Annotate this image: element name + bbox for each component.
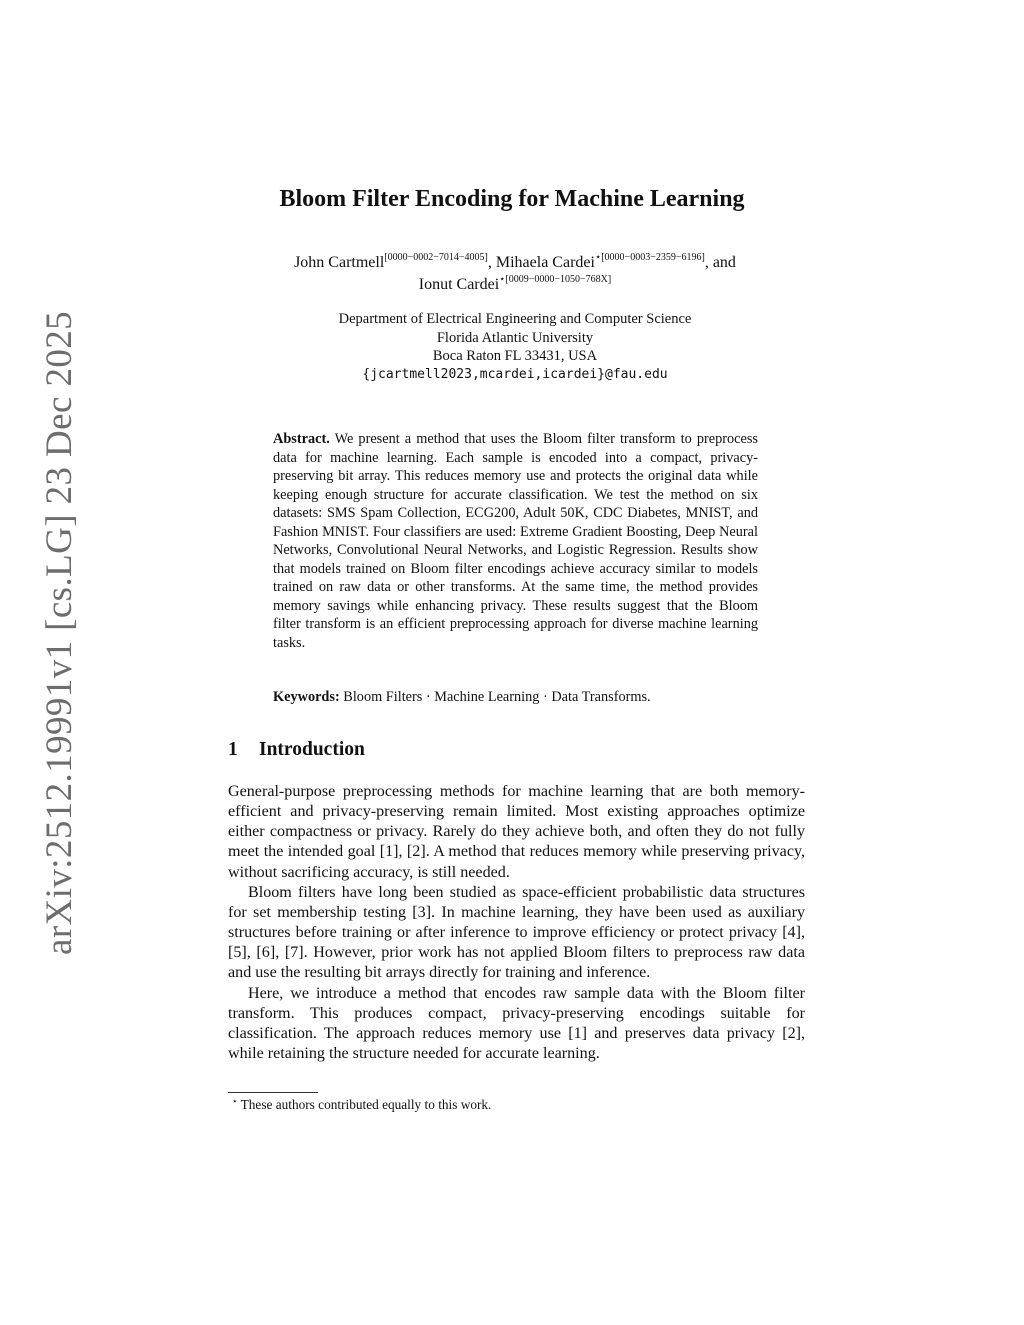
author-name: John Cartmell <box>294 254 385 271</box>
author-separator: , <box>487 254 496 271</box>
keywords-text: Bloom Filters · Machine Learning · Data Transforms. <box>343 689 651 705</box>
abstract-text: We present a method that uses the Bloom filter transform to preprocess data for machine learning. Each sample is encoded into a compact, privacy-preserving bit array. This reduces memory use and protects the original data while keeping enough structure for accurate classification. We test the method on six datasets: SMS Spam Collection, ECG200, Adult 50K, CDC Diabetes, MNIST, and Fashion MNIST. Four classifiers are used: Extreme Gradient Boosting, Deep Neural Networks, Convolutional Neural Networks, and Logistic Regression. Results show that models trained on Bloom filter encodings achieve accuracy similar to models trained on raw data or other transforms. At the same time, the method provides memory savings while enhancing privacy. These results suggest that the Bloom filter transform is an efficient preprocessing approach for diverse machine learning tasks. <box>273 431 758 651</box>
footnote-text: These authors contributed equally to this work. <box>240 1097 492 1112</box>
abstract <box>273 430 758 652</box>
keywords-label: Keywords: <box>273 689 340 705</box>
author-and: , and <box>704 254 736 271</box>
author-name: Ionut Cardei <box>418 276 500 293</box>
footnote-mark: ⋆ <box>232 1096 238 1106</box>
footnote-rule <box>228 1092 318 1093</box>
introduction-body <box>228 782 805 1064</box>
abstract-label: Abstract. <box>273 431 330 447</box>
section-number: 1 <box>228 739 238 760</box>
author-emails: {jcartmell2023,mcardei,icardei}@fau.edu <box>362 366 668 382</box>
affiliation-block <box>200 310 830 384</box>
equal-contribution-mark: ⋆ <box>594 252 602 263</box>
section-title: Introduction <box>259 739 365 760</box>
author-orcid: [0009−0000−1050−768X] <box>505 274 612 285</box>
affiliation-department: Department of Electrical Engineering and Computer Science <box>338 311 692 327</box>
author-orcid: [0000−0003−2359−6196] <box>601 252 705 263</box>
arxiv-identifier: arXiv:2512.19991v1 [cs.LG] 23 Dec 2025 <box>39 310 80 955</box>
keywords <box>273 688 763 707</box>
footnote <box>232 1097 491 1113</box>
affiliation-university: Florida Atlantic University <box>436 329 594 346</box>
author-list <box>170 252 860 296</box>
paragraph: Bloom filters have long been studied as space-efficient probabilistic data structures for set membership testing [3]. In machine learning, they have been used as auxiliary structures before training or after inference to improve efficiency or protect privacy [4], [5], [6], [7]. However, prior work has not applied Bloom filters to preprocess raw data and use the resulting bit arrays directly for training and inference. <box>228 883 805 982</box>
paragraph: Here, we introduce a method that encodes raw sample data with the Bloom filter transform. This produces compact, privacy-preserving encodings suitable for classification. The approach reduces memory use [1] and preserves data privacy [2], while retaining the structure needed for accurate learning. <box>228 984 805 1063</box>
author-orcid: [0000−0002−7014−4005] <box>384 252 488 263</box>
equal-contribution-mark: ⋆ <box>499 274 506 285</box>
author-name: Mihaela Cardei <box>495 254 595 271</box>
section-heading <box>228 739 365 761</box>
paper-title: Bloom Filter Encoding for Machine Learning <box>279 186 745 212</box>
affiliation-address: Boca Raton FL 33431, USA <box>432 348 598 364</box>
paragraph: General-purpose preprocessing methods for machine learning that are both memory-efficient and privacy-preserving remain limited. Most existing approaches optimize either compactness or privacy. Rarely do they achieve both, and often they do not fully meet the intended goal [1], [2]. A method that reduces memory while preserving privacy, without sacrificing accuracy, is still needed. <box>228 783 805 881</box>
